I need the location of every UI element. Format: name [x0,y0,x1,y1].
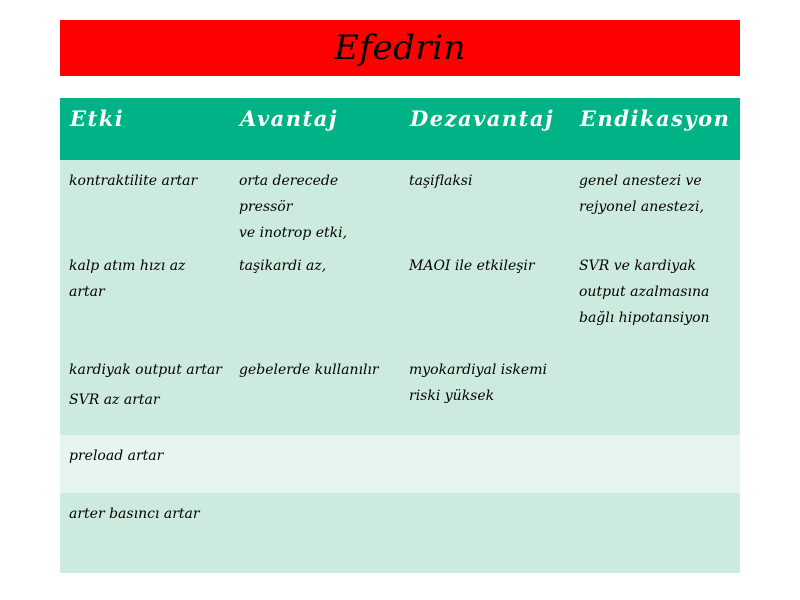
cell-endikasyon [570,160,740,245]
cell-line: SVR ve kardiyak [579,258,697,274]
slide-title: Efedrin [334,28,466,68]
cell-line: arter basıncı artar [69,506,200,522]
efedrin-table [60,98,740,573]
cell-etki [60,435,230,493]
cell-line: gebelerde kullanılır [239,362,379,378]
cell-avantaj [230,435,400,493]
header-etki: Etki [70,106,125,131]
cell-line: rejyonel anestezi, [579,199,704,215]
cell-line: taşikardi az, [239,258,327,274]
cell-avantaj [230,245,400,349]
cell-line: genel anestezi ve [579,173,702,189]
cell-line: myokardiyal iskemi [409,362,547,378]
cell-line: artar [69,284,105,300]
cell-line: bağlı hipotansiyon [579,310,710,326]
cell-etki [60,245,230,349]
cell-line: orta derecede pressör [239,173,339,215]
cell-etki [60,493,230,573]
header-avantaj: Avantaj [240,106,338,131]
table-row [60,160,740,245]
cell-avantaj [230,160,400,245]
table-row [60,435,740,493]
cell-endikasyon [570,349,740,435]
cell-line: taşiflaksi [409,173,473,189]
cell-line: MAOI ile etkileşir [409,258,535,274]
cell-dezavantaj [400,493,570,573]
table-row [60,245,740,349]
cell-avantaj [230,349,400,435]
cell-endikasyon [570,245,740,349]
cell-dezavantaj [400,435,570,493]
cell-avantaj [230,493,400,573]
cell-line: riski yüksek [409,388,495,404]
cell-line: SVR az artar [69,392,160,408]
cell-line: kalp atım hızı az [69,258,186,274]
header-dezavantaj: Dezavantaj [410,106,555,131]
header-endikasyon: Endikasyon [580,106,731,131]
cell-etki [60,160,230,245]
table-row [60,493,740,573]
cell-line: kardiyak output artar [69,362,222,378]
cell-dezavantaj [400,160,570,245]
cell-dezavantaj [400,245,570,349]
table-header-row [60,98,740,160]
table-row [60,349,740,435]
title-bar [60,20,740,76]
cell-endikasyon [570,435,740,493]
cell-line: ve inotrop etki, [239,225,348,241]
cell-line: preload artar [69,448,164,464]
cell-endikasyon [570,493,740,573]
cell-etki [60,349,230,435]
cell-line: output azalmasına [579,284,710,300]
cell-line: kontraktilite artar [69,173,198,189]
cell-dezavantaj [400,349,570,435]
